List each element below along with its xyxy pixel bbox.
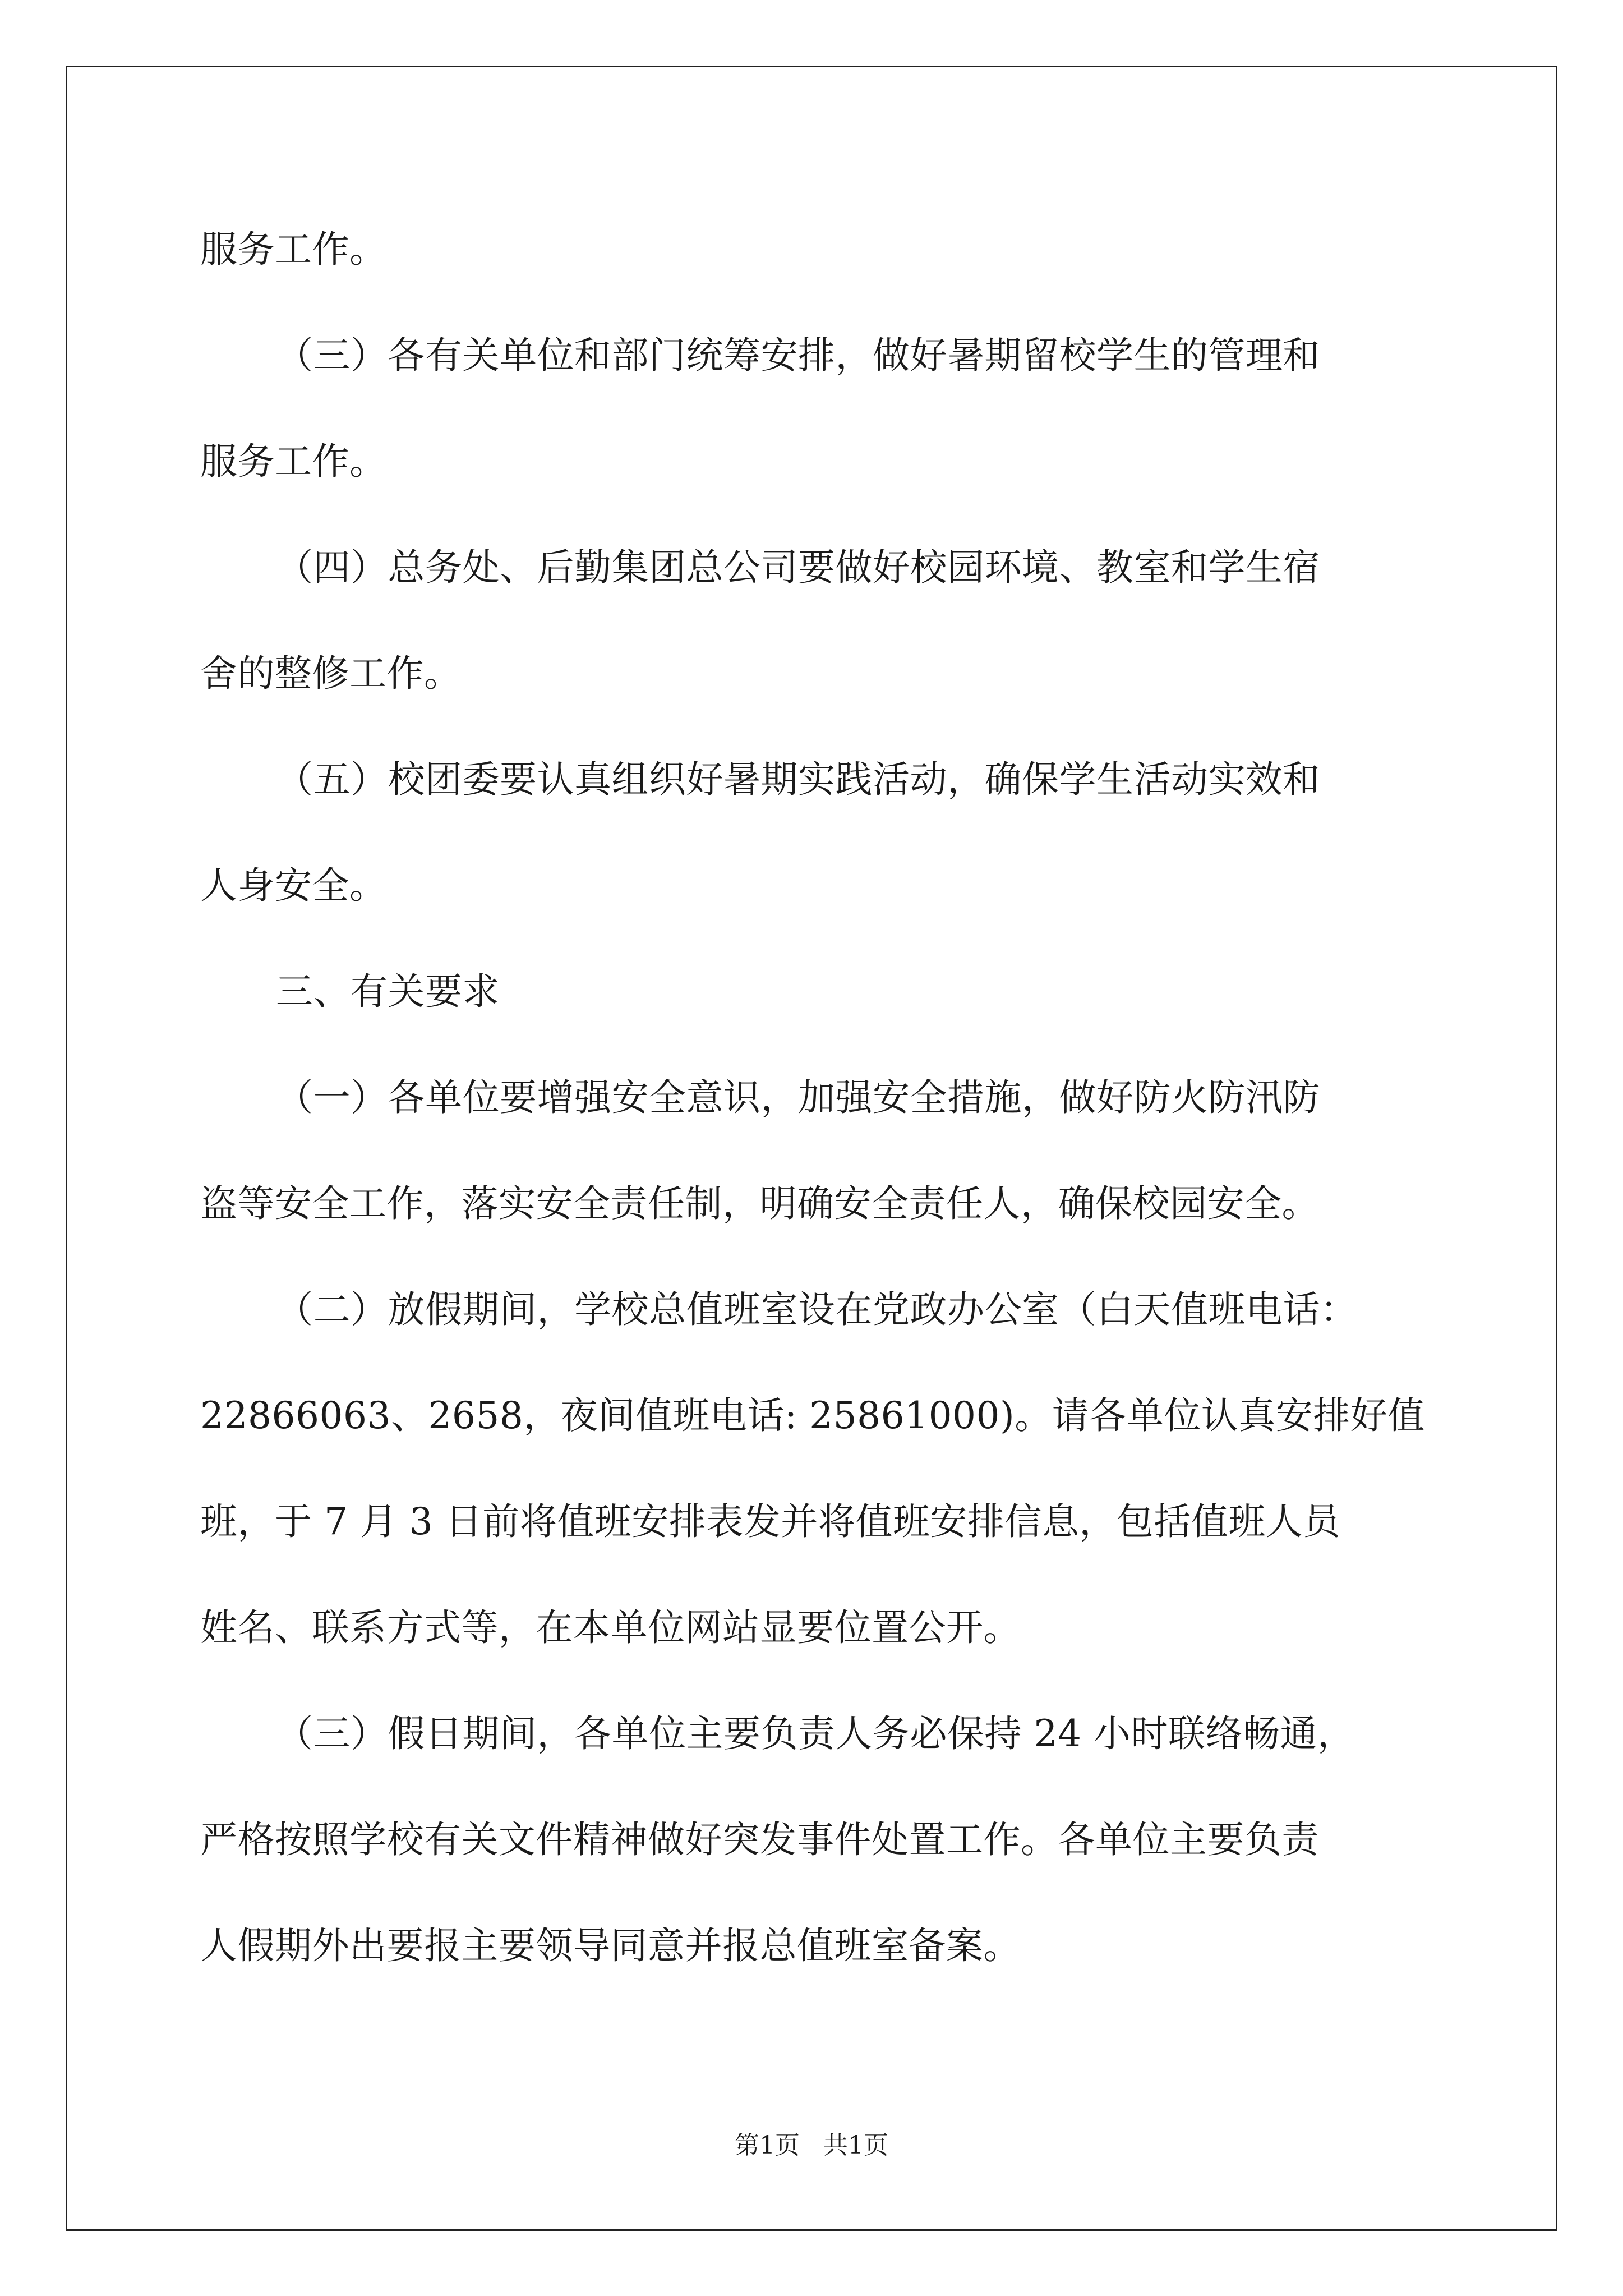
- text-line: （三）假日期间，各单位主要负责人务必保持 24 小时联络畅通，: [276, 1712, 1355, 1755]
- text-line: （三）各有关单位和部门统筹安排，做好暑期留校学生的管理和: [276, 334, 1320, 377]
- text-line: （四）总务处、后勤集团总公司要做好校园环境、教室和学生宿: [276, 546, 1320, 589]
- text-line: 人假期外出要报主要领导同意并报总值班室备案。: [200, 1924, 1021, 1967]
- page-footer: 第1页 共1页: [735, 2131, 888, 2160]
- document-body: [200, 208, 1431, 2010]
- text-line: 22866063、2658，夜间值班电话: 25861000)。请各单位认真安排好值: [200, 1394, 1425, 1437]
- text-line: 严格按照学校有关文件精神做好突发事件处置工作。各单位主要负责: [200, 1818, 1319, 1861]
- text-line: 盗等安全工作，落实安全责任制，明确安全责任人，确保校园安全。: [200, 1182, 1319, 1225]
- text-line: （五）校团委要认真组织好暑期实践活动，确保学生活动实效和: [276, 758, 1320, 801]
- text-line: （一）各单位要增强安全意识，加强安全措施，做好防火防汛防: [276, 1076, 1320, 1119]
- section-heading: 三、有关要求: [276, 970, 500, 1013]
- text-line: 舍的整修工作。: [200, 652, 462, 695]
- text-line: 服务工作。: [200, 228, 387, 271]
- text-line: 服务工作。: [200, 440, 387, 483]
- text-line: 班，于 7 月 3 日前将值班安排表发并将值班安排信息，包括值班人员: [200, 1500, 1340, 1543]
- text-line: 姓名、联系方式等，在本单位网站显要位置公开。: [200, 1606, 1021, 1649]
- text-line: 人身安全。: [200, 864, 387, 907]
- text-line: （二）放假期间，学校总值班室设在党政办公室（白天值班电话：: [276, 1288, 1358, 1331]
